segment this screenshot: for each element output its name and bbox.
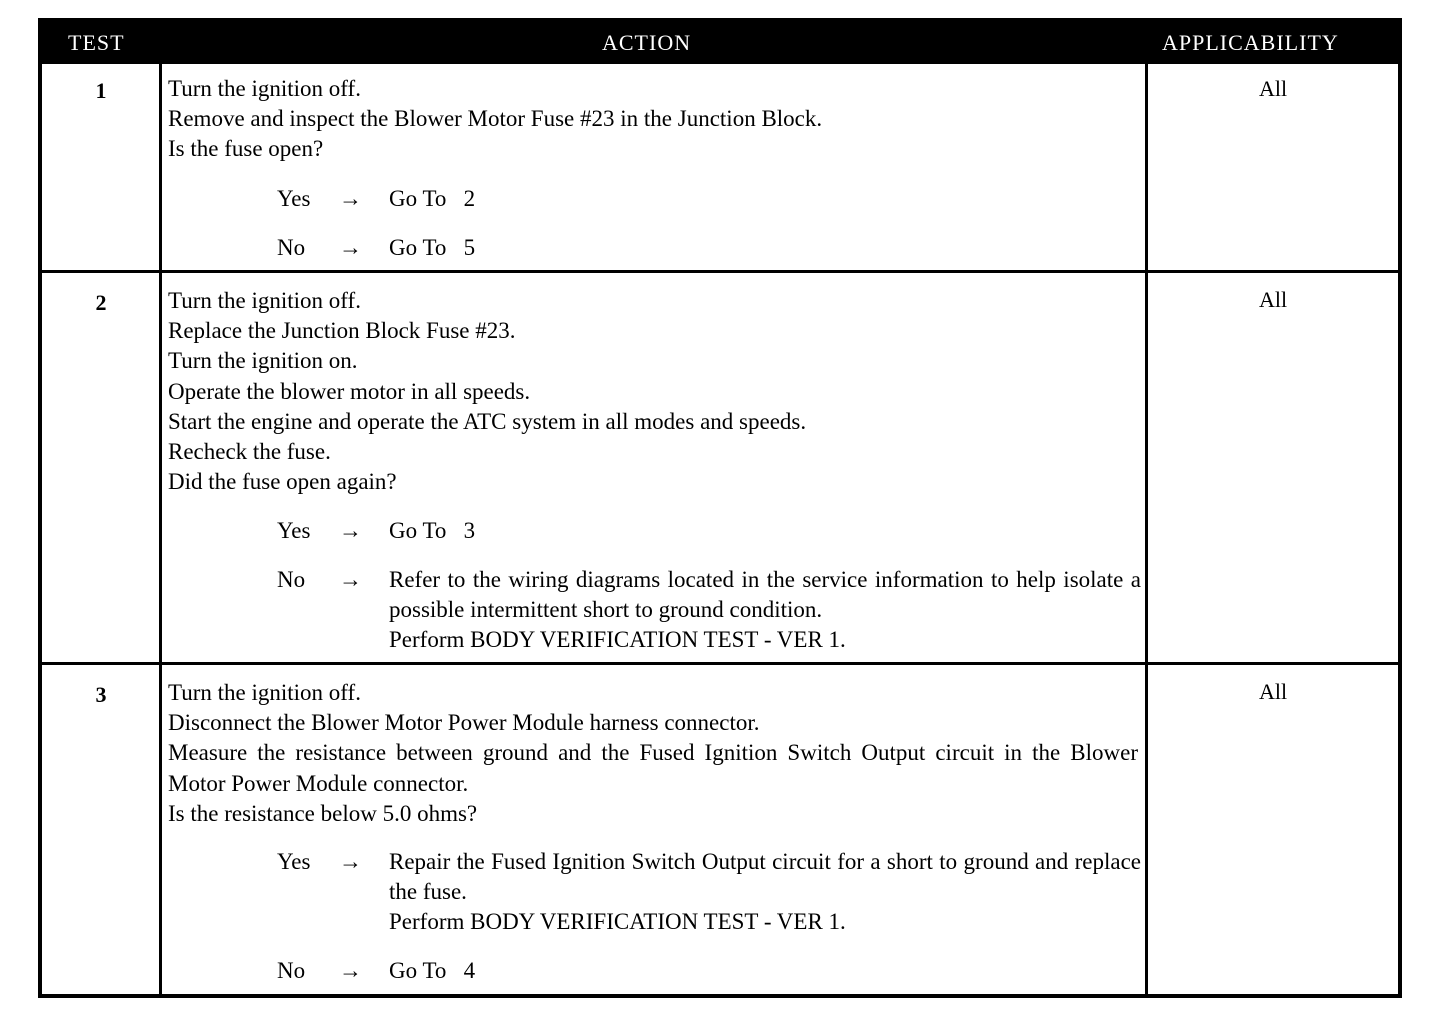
yes-result: Go To 2: [389, 186, 476, 211]
action-step: Start the engine and operate the ATC system in all modes and speeds.: [168, 408, 807, 434]
action-step: Did the fuse open again?: [168, 469, 397, 495]
applicability-value: All: [1258, 679, 1288, 704]
header-action: ACTION: [602, 30, 692, 55]
action-step: Is the fuse open?: [168, 136, 324, 162]
action-step: Remove and inspect the Blower Motor Fuse #23 in the Junction Block.: [168, 106, 823, 132]
row-separator-2: [42, 662, 1398, 665]
arrow-right-icon: →: [339, 567, 362, 592]
action-step: Operate the blower motor in all speeds.: [168, 378, 531, 404]
action-step: Turn the ignition off.: [168, 76, 361, 101]
column-divider-test: [159, 22, 162, 994]
no-result-text: Refer to the wiring diagrams located in the service information to help isolate a possible intermittent short to ground condition.: [389, 567, 1141, 623]
no-result: Go To 5: [389, 235, 476, 260]
action-step: Is the resistance below 5.0 ohms?: [168, 800, 478, 826]
no-label: No: [277, 235, 306, 260]
no-result: Go To 4: [389, 958, 476, 983]
header-separator: [42, 61, 1398, 64]
action-step: Turn the ignition off.: [168, 288, 361, 313]
action-step: Disconnect the Blower Motor Power Module harness connector.: [168, 710, 760, 736]
applicability-value: All: [1258, 287, 1288, 312]
arrow-right-icon: →: [339, 518, 362, 543]
yes-result-text: Repair the Fused Ignition Switch Output circuit for a short to ground and replace the fuse.: [389, 849, 1141, 905]
verification-test-text: Perform BODY VERIFICATION TEST - VER 1.: [389, 909, 846, 935]
no-label: No: [277, 958, 306, 983]
action-step: Turn the ignition off.: [168, 680, 361, 705]
test-number: 2: [95, 290, 107, 315]
no-result: [389, 565, 1141, 656]
applicability-value: All: [1258, 76, 1288, 101]
verification-test-text: Perform BODY VERIFICATION TEST - VER 1.: [389, 627, 846, 653]
yes-label: Yes: [277, 849, 311, 874]
diagnostic-test-table: [38, 18, 1402, 998]
action-steps: [168, 74, 822, 165]
action-step: Replace the Junction Block Fuse #23.: [168, 318, 516, 344]
row-separator-1: [42, 270, 1398, 273]
action-steps: [168, 286, 806, 497]
arrow-right-icon: →: [339, 849, 362, 874]
action-steps: [168, 678, 1138, 829]
action-step: Recheck the fuse.: [168, 439, 331, 465]
yes-label: Yes: [277, 518, 311, 543]
header-applicability: APPLICABILITY: [1162, 30, 1339, 55]
arrow-right-icon: →: [339, 186, 362, 211]
test-number: 1: [95, 78, 107, 103]
test-number: 3: [95, 682, 107, 707]
yes-result: [389, 847, 1141, 938]
yes-label: Yes: [277, 186, 311, 211]
action-step: Turn the ignition on.: [168, 348, 358, 374]
yes-result: Go To 3: [389, 518, 476, 543]
header-test: TEST: [68, 30, 125, 55]
no-label: No: [277, 567, 306, 592]
column-divider-applicability: [1145, 22, 1148, 994]
table-header: [42, 22, 1398, 64]
action-step: Measure the resistance between ground and the Fused Ignition Switch Output circuit in the Blower Motor Power Module connector.: [168, 740, 1138, 796]
arrow-right-icon: →: [339, 235, 362, 260]
arrow-right-icon: →: [339, 958, 362, 983]
